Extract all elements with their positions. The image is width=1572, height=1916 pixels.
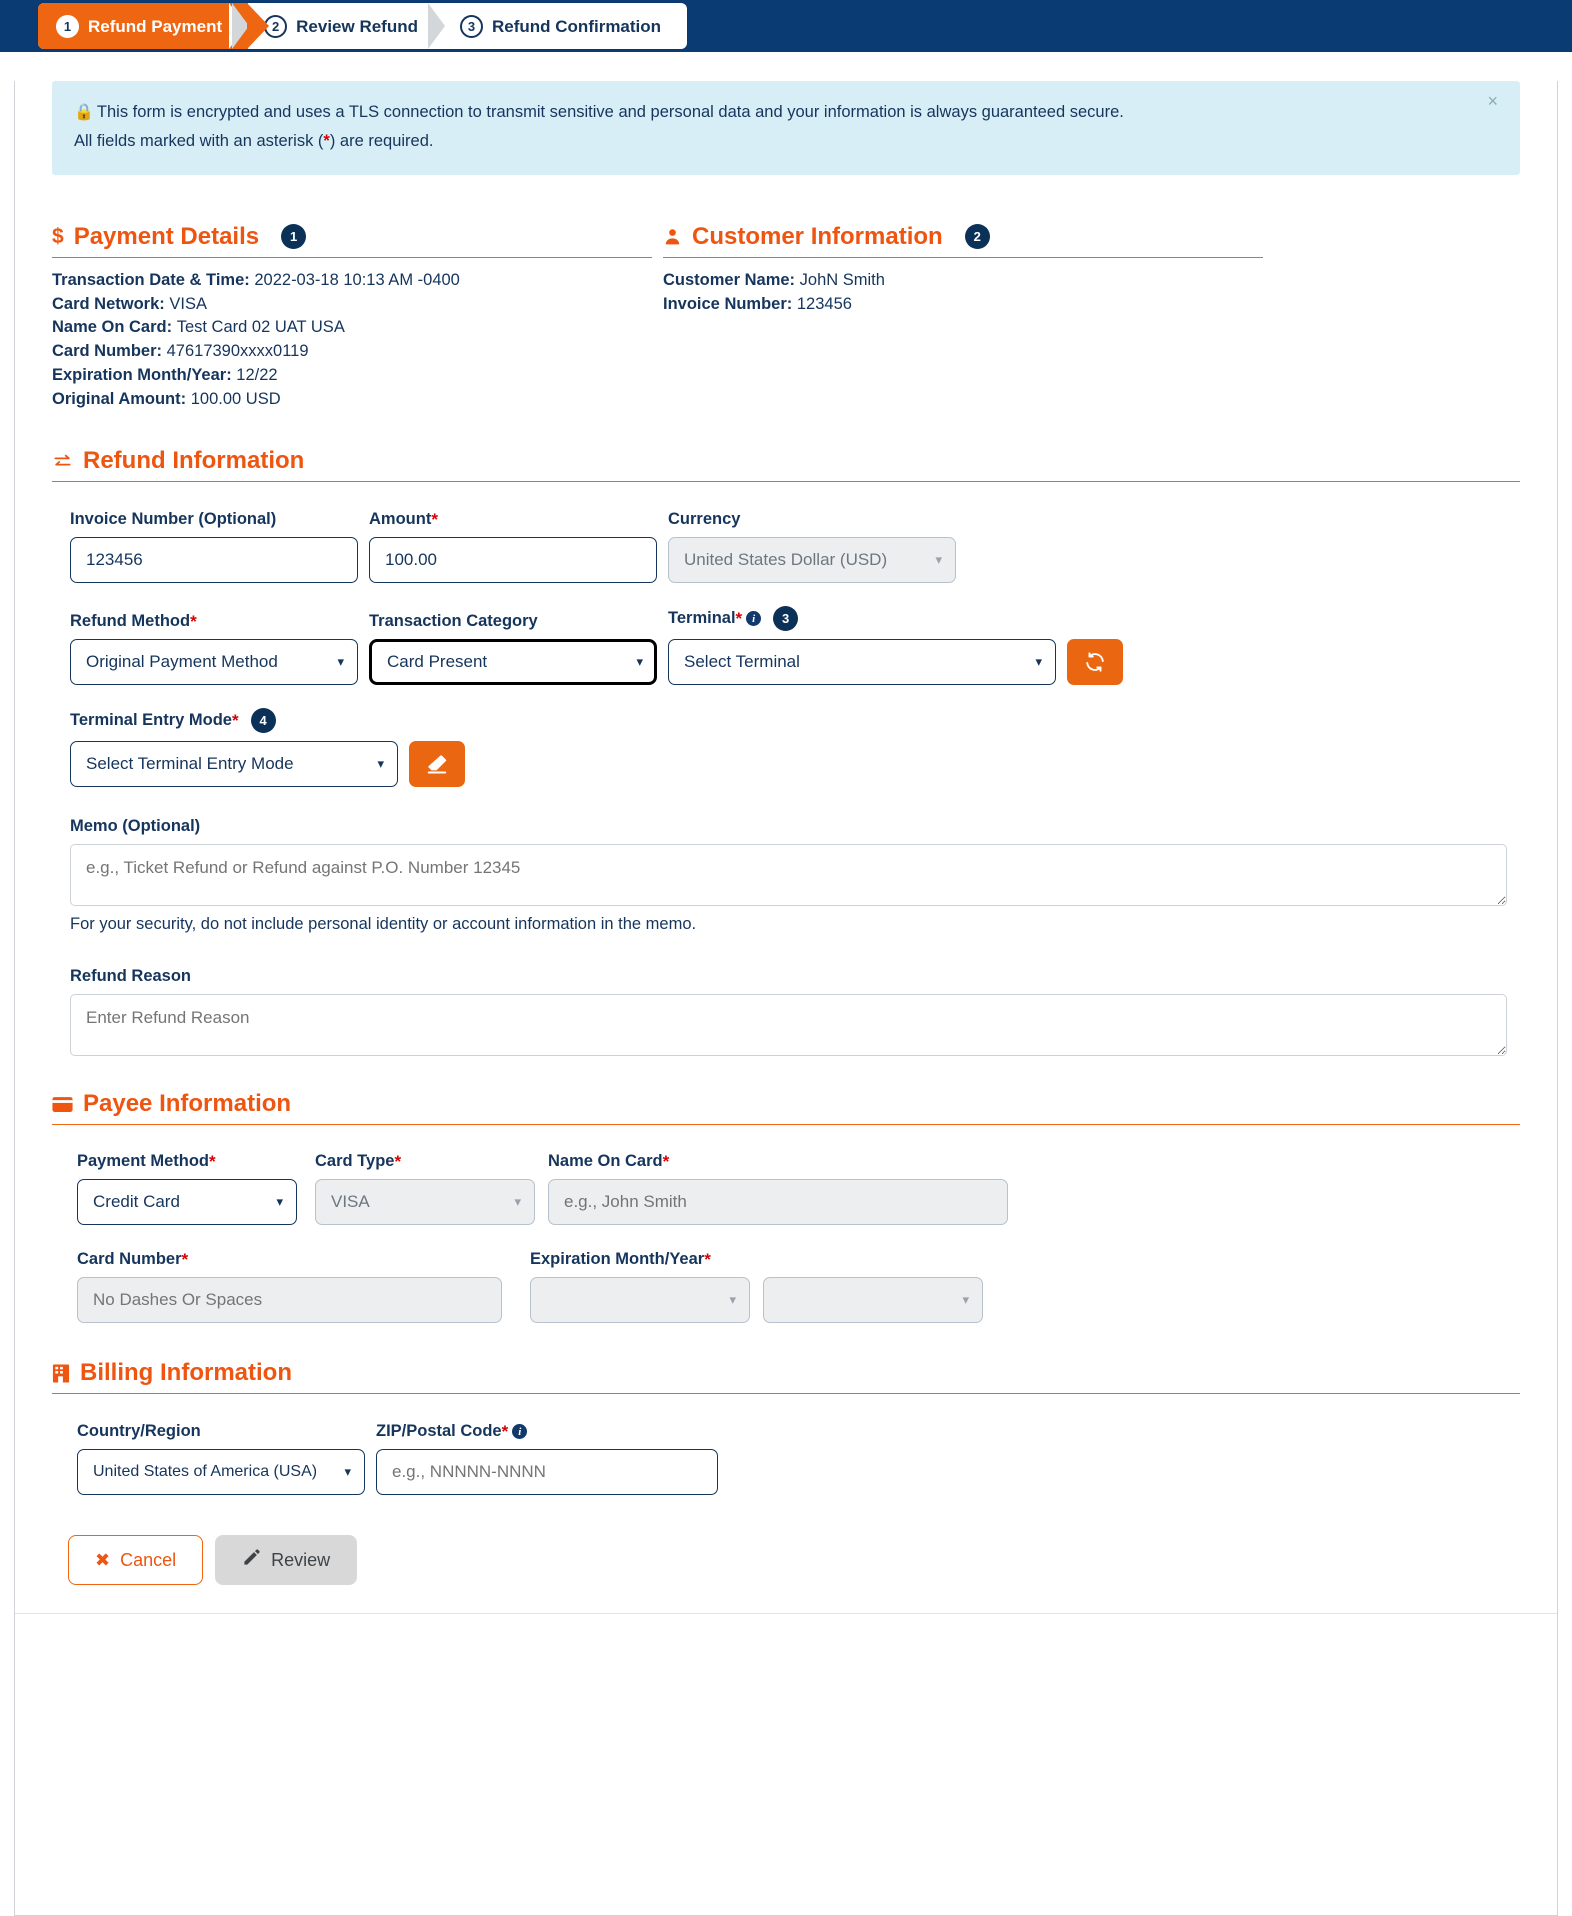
required-star: *	[181, 1250, 189, 1270]
detail-label: Card Number:	[52, 342, 163, 361]
billing-row-1	[52, 1422, 1520, 1495]
alert-text-2-post: ) are required.	[329, 132, 434, 150]
invoice-number-input[interactable]	[70, 537, 358, 583]
terminal-select-wrap	[668, 639, 1056, 685]
customer-information-panel	[663, 223, 1263, 412]
detail-row-original-amount	[52, 388, 652, 412]
required-star: *	[662, 1152, 670, 1172]
currency-select-wrap	[668, 537, 956, 583]
refund-reason-label: Refund Reason	[70, 967, 192, 986]
detail-row-card-number	[52, 340, 652, 364]
detail-label: Invoice Number:	[663, 294, 793, 313]
review-button-label: Review	[271, 1549, 331, 1570]
detail-value: 47617390xxxx0119	[166, 342, 309, 361]
detail-value: 100.00 USD	[190, 389, 281, 408]
detail-value: Test Card 02 UAT USA	[176, 318, 345, 337]
required-star: *	[704, 1250, 711, 1270]
required-star: *	[735, 609, 743, 629]
review-button[interactable]	[215, 1535, 357, 1585]
field-refund-method	[70, 612, 358, 685]
chevron-down-icon: ▾	[344, 1464, 351, 1480]
terminal-label: Terminal * i 3	[668, 606, 1056, 631]
transaction-category-label: Transaction Category	[369, 612, 538, 631]
step-bar-container	[0, 0, 1572, 52]
required-star: *	[190, 612, 197, 632]
payment-method-label: Payment Method *	[77, 1152, 216, 1172]
field-terminal	[668, 606, 1056, 685]
field-expiration-month	[530, 1250, 750, 1323]
country-region-label: Country/Region	[77, 1422, 201, 1441]
detail-row-name-on-card	[52, 316, 652, 340]
billing-information-section	[52, 1359, 1520, 1495]
payment-method-select-wrap	[77, 1179, 297, 1225]
required-star: *	[501, 1422, 509, 1442]
payment-details-list	[52, 269, 652, 412]
info-icon[interactable]: i	[746, 611, 761, 626]
user-icon	[663, 227, 682, 246]
refund-information-title: Refund Information	[83, 447, 305, 475]
terminal-entry-mode-select-wrap	[70, 741, 398, 787]
field-payment-method	[77, 1152, 297, 1225]
field-card-type	[315, 1152, 535, 1225]
country-region-select[interactable]: United States of America (USA)	[77, 1449, 365, 1495]
step-2-number: 2	[264, 15, 287, 38]
transaction-category-select-wrap	[369, 639, 657, 685]
field-card-number	[77, 1250, 502, 1323]
required-star: *	[209, 1152, 216, 1172]
detail-label: Customer Name:	[663, 270, 796, 289]
form-actions	[68, 1535, 1520, 1585]
chevron-down-icon: ▾	[276, 1194, 283, 1210]
credit-card-icon	[52, 1096, 73, 1113]
step-refund-confirmation[interactable]	[444, 3, 687, 49]
expiration-year-select-wrap	[763, 1277, 983, 1323]
zip-postal-code-input[interactable]	[376, 1449, 718, 1495]
amount-label: Amount *	[369, 510, 438, 530]
field-currency	[668, 510, 956, 583]
payment-method-select[interactable]: Credit Card	[77, 1179, 297, 1225]
refresh-terminals-button[interactable]	[1067, 639, 1123, 685]
billing-information-heading	[52, 1359, 1520, 1394]
amount-input[interactable]	[369, 537, 657, 583]
currency-label: Currency	[668, 510, 741, 529]
chevron-down-icon: ▾	[935, 552, 942, 568]
customer-information-heading	[663, 223, 1263, 258]
payment-details-panel	[52, 223, 652, 412]
field-terminal-entry-mode	[70, 708, 398, 787]
chevron-down-icon: ▾	[636, 654, 643, 670]
detail-value: 123456	[796, 294, 852, 313]
required-star: *	[431, 510, 438, 530]
detail-value: 2022-03-18 10:13 AM -0400	[254, 270, 460, 289]
summary-columns	[52, 223, 1520, 412]
refund-form-page	[14, 81, 1558, 1916]
step-1-label: Refund Payment	[88, 16, 223, 36]
cancel-button[interactable]	[68, 1535, 203, 1585]
close-icon[interactable]: ×	[1481, 91, 1504, 111]
exchange-icon	[52, 452, 73, 471]
pencil-icon	[242, 1548, 261, 1572]
detail-row-expiration	[52, 364, 652, 388]
refund-method-select[interactable]: Original Payment Method	[70, 639, 358, 685]
field-memo	[70, 817, 1507, 934]
terminal-badge: 3	[773, 606, 798, 631]
payee-information-title: Payee Information	[83, 1090, 292, 1118]
name-on-card-label: Name On Card *	[548, 1152, 670, 1172]
chevron-down-icon: ▾	[962, 1292, 969, 1308]
field-transaction-category	[369, 612, 657, 685]
payment-details-heading	[52, 223, 652, 258]
alert-line-1	[74, 98, 1498, 127]
billing-information-title: Billing Information	[80, 1359, 292, 1387]
building-icon	[52, 1364, 70, 1383]
step-review-refund[interactable]	[248, 3, 444, 49]
payee-row-1	[52, 1152, 1520, 1225]
chevron-down-icon: ▾	[337, 654, 344, 670]
chevron-down-icon: ▾	[1035, 654, 1042, 670]
step-1-number: 1	[56, 15, 79, 38]
field-expiration-year	[763, 1277, 983, 1323]
detail-value: VISA	[169, 294, 207, 313]
expiration-month-select	[530, 1277, 750, 1323]
refund-reason-textarea[interactable]	[70, 994, 1507, 1056]
expiration-month-select-wrap	[530, 1277, 750, 1323]
step-refund-payment[interactable]	[38, 3, 248, 49]
lock-icon: 🔒	[74, 104, 94, 121]
alert-text-2-pre: All fields marked with an asterisk (	[74, 132, 324, 150]
terminal-entry-mode-label: Terminal Entry Mode * 4	[70, 708, 398, 733]
memo-help-text: For your security, do not include personal identity or account information in the memo.	[70, 915, 697, 934]
field-country-region	[77, 1422, 365, 1495]
expiration-year-select	[763, 1277, 983, 1323]
alert-line-2	[74, 127, 1498, 156]
required-star: *	[394, 1152, 402, 1172]
chevron-down-icon: ▾	[514, 1194, 521, 1210]
field-refund-reason	[70, 967, 1507, 1056]
card-type-select: VISA	[315, 1179, 535, 1225]
detail-label: Expiration Month/Year:	[52, 365, 232, 384]
payee-information-heading	[52, 1090, 1520, 1125]
currency-select: United States Dollar (USD)	[668, 537, 956, 583]
detail-value: JohN Smith	[799, 270, 885, 289]
refund-information-heading	[52, 447, 1520, 482]
step-3-number: 3	[460, 15, 483, 38]
detail-row-card-network	[52, 293, 652, 317]
detail-row-customer-name	[663, 269, 1263, 293]
step-bar	[38, 3, 687, 49]
refund-method-label: Refund Method *	[70, 612, 197, 632]
detail-label: Card Network:	[52, 294, 165, 313]
refund-method-select-wrap	[70, 639, 358, 685]
footer-divider	[15, 1613, 1557, 1614]
terminal-entry-mode-select[interactable]: Select Terminal Entry Mode	[70, 741, 398, 787]
customer-information-list	[663, 269, 1263, 317]
customer-information-title: Customer Information	[692, 222, 943, 250]
invoice-number-label: Invoice Number (Optional)	[70, 510, 277, 529]
memo-label: Memo (Optional)	[70, 817, 201, 836]
alert-text-1: This form is encrypted and uses a TLS connection to transmit sensitive and personal data and your information is always guaranteed secure.	[96, 103, 1124, 121]
field-name-on-card	[548, 1152, 1008, 1225]
zip-postal-code-label: ZIP/Postal Code * i	[376, 1422, 718, 1441]
transaction-category-select[interactable]: Card Present	[369, 639, 657, 685]
cancel-button-label: Cancel	[120, 1549, 177, 1570]
payee-information-section	[52, 1090, 1520, 1323]
clear-terminal-entry-button[interactable]	[409, 741, 465, 787]
detail-value: 12/22	[236, 365, 278, 384]
terminal-entry-mode-badge: 4	[251, 708, 276, 733]
info-icon[interactable]: i	[512, 1424, 527, 1439]
refund-row-1	[52, 510, 1520, 583]
asterisk-marker: *	[323, 132, 330, 150]
customer-information-badge: 2	[965, 224, 990, 249]
card-number-label: Card Number *	[77, 1250, 189, 1270]
security-alert	[52, 81, 1520, 175]
terminal-select[interactable]: Select Terminal	[668, 639, 1056, 685]
detail-row-invoice-number	[663, 293, 1263, 317]
detail-row-transaction-datetime	[52, 269, 652, 293]
field-invoice-number	[70, 510, 358, 583]
detail-label: Original Amount:	[52, 389, 187, 408]
refund-row-2	[52, 606, 1520, 685]
step-2-label: Review Refund	[296, 16, 418, 36]
chevron-down-icon: ▾	[377, 756, 384, 772]
chevron-down-icon: ▾	[729, 1292, 736, 1308]
step-3-label: Refund Confirmation	[492, 16, 662, 36]
close-x-icon: ✖	[95, 1549, 111, 1570]
payee-row-2	[52, 1250, 1520, 1323]
expiration-label: Expiration Month/Year *	[530, 1250, 711, 1270]
refund-information-section	[52, 447, 1520, 1056]
required-star: *	[231, 711, 239, 731]
field-amount	[369, 510, 657, 583]
field-zip-postal-code	[376, 1422, 718, 1495]
dollar-icon: $	[52, 225, 64, 249]
card-type-label: Card Type *	[315, 1152, 402, 1172]
memo-textarea[interactable]	[70, 844, 1507, 906]
name-on-card-input[interactable]	[548, 1179, 1008, 1225]
country-region-select-wrap	[77, 1449, 365, 1495]
payment-details-title: Payment Details	[73, 222, 260, 250]
card-type-select-wrap	[315, 1179, 535, 1225]
detail-label: Name On Card:	[52, 318, 173, 337]
refund-row-3	[52, 708, 1520, 787]
card-number-input[interactable]	[77, 1277, 502, 1323]
detail-label: Transaction Date & Time:	[52, 270, 250, 289]
payment-details-badge: 1	[281, 224, 306, 249]
